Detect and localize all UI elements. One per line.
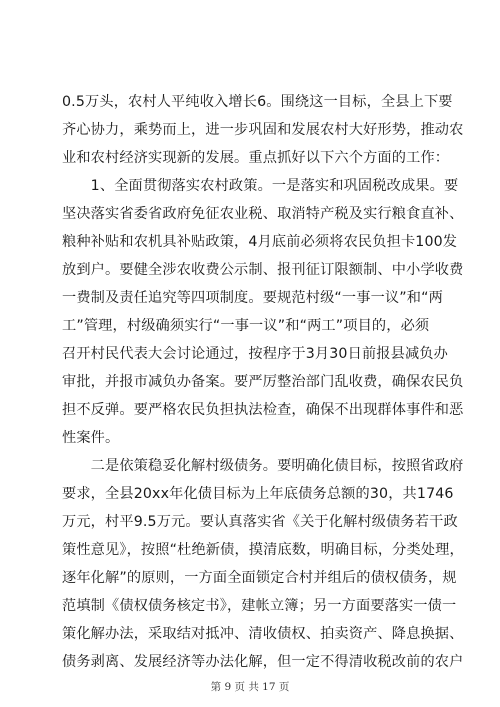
text-line: 1、全面贯彻落实农村政策。一是落实和巩固税改成果。要 [62,178,459,194]
text-line: 担不反弹。要严格农民负担执法检查，确保不出现群体事件和恶 [62,402,464,418]
text-line: 审批，并报市减负办备案。要严厉整治部门乱收费，确保农民负 [62,374,464,390]
text-line: 二是依策稳妥化解村级债务。要明确化债目标，按照省政府 [62,458,464,474]
text-line: 工”管理，村级确须实行“一事一议”和“两工”项目的，必须 [62,318,430,334]
text-line: 召开村民代表大会讨论通过，按程序于3月30日前报县减负办 [62,346,448,362]
text-line: 债务剥离、发展经济等办法化解，但一定不得清收税改前的农户 [62,654,464,670]
text-line: 范填制《债权债务核定书》，建帐立簿；另一方面要落实一债一 [62,598,457,614]
text-line: 万元，村平9.5万元。要认真落实省《关于化解村级债务若干政 [62,514,458,530]
text-line: 性案件。 [62,430,120,446]
text-line: 要求，全县20xx年化债目标为上年底债务总额的30，共1746 [62,486,454,502]
text-line: 策性意见》，按照“杜绝新债，摸清底数，明确目标，分类处理， [62,542,464,558]
text-line: 坚决落实省委省政府免征农业税、取消特产税及实行粮食直补、 [62,206,464,222]
text-line: 粮种补贴和农机具补贴政策，4月底前必须将农民负担卡100发 [62,234,458,250]
text-line: 逐年化解”的原则，一方面全面锁定合村并组后的债权债务，规 [62,570,457,586]
text-line: 0.5万头，农村人平纯收入增长6。围绕这一目标，全县上下要 [62,94,453,110]
text-line: 策化解办法，采取结对抵冲、清收债权、拍卖资产、降息换据、 [62,626,464,642]
text-line: 一费制及责任追究等四项制度。要规范村级“一事一议”和“两 [62,290,443,306]
page-footer: 第 9 页 共 17 页 [210,681,290,693]
text-line: 业和农村经济实现新的发展。重点抓好以下六个方面的工作： [62,150,450,166]
text-line: 齐心协力，乘势而上，进一步巩固和发展农村大好形势，推动农 [62,122,464,138]
text-line: 放到户。要健全涉农收费公示制、报刊征订限额制、中小学收费 [62,262,464,278]
